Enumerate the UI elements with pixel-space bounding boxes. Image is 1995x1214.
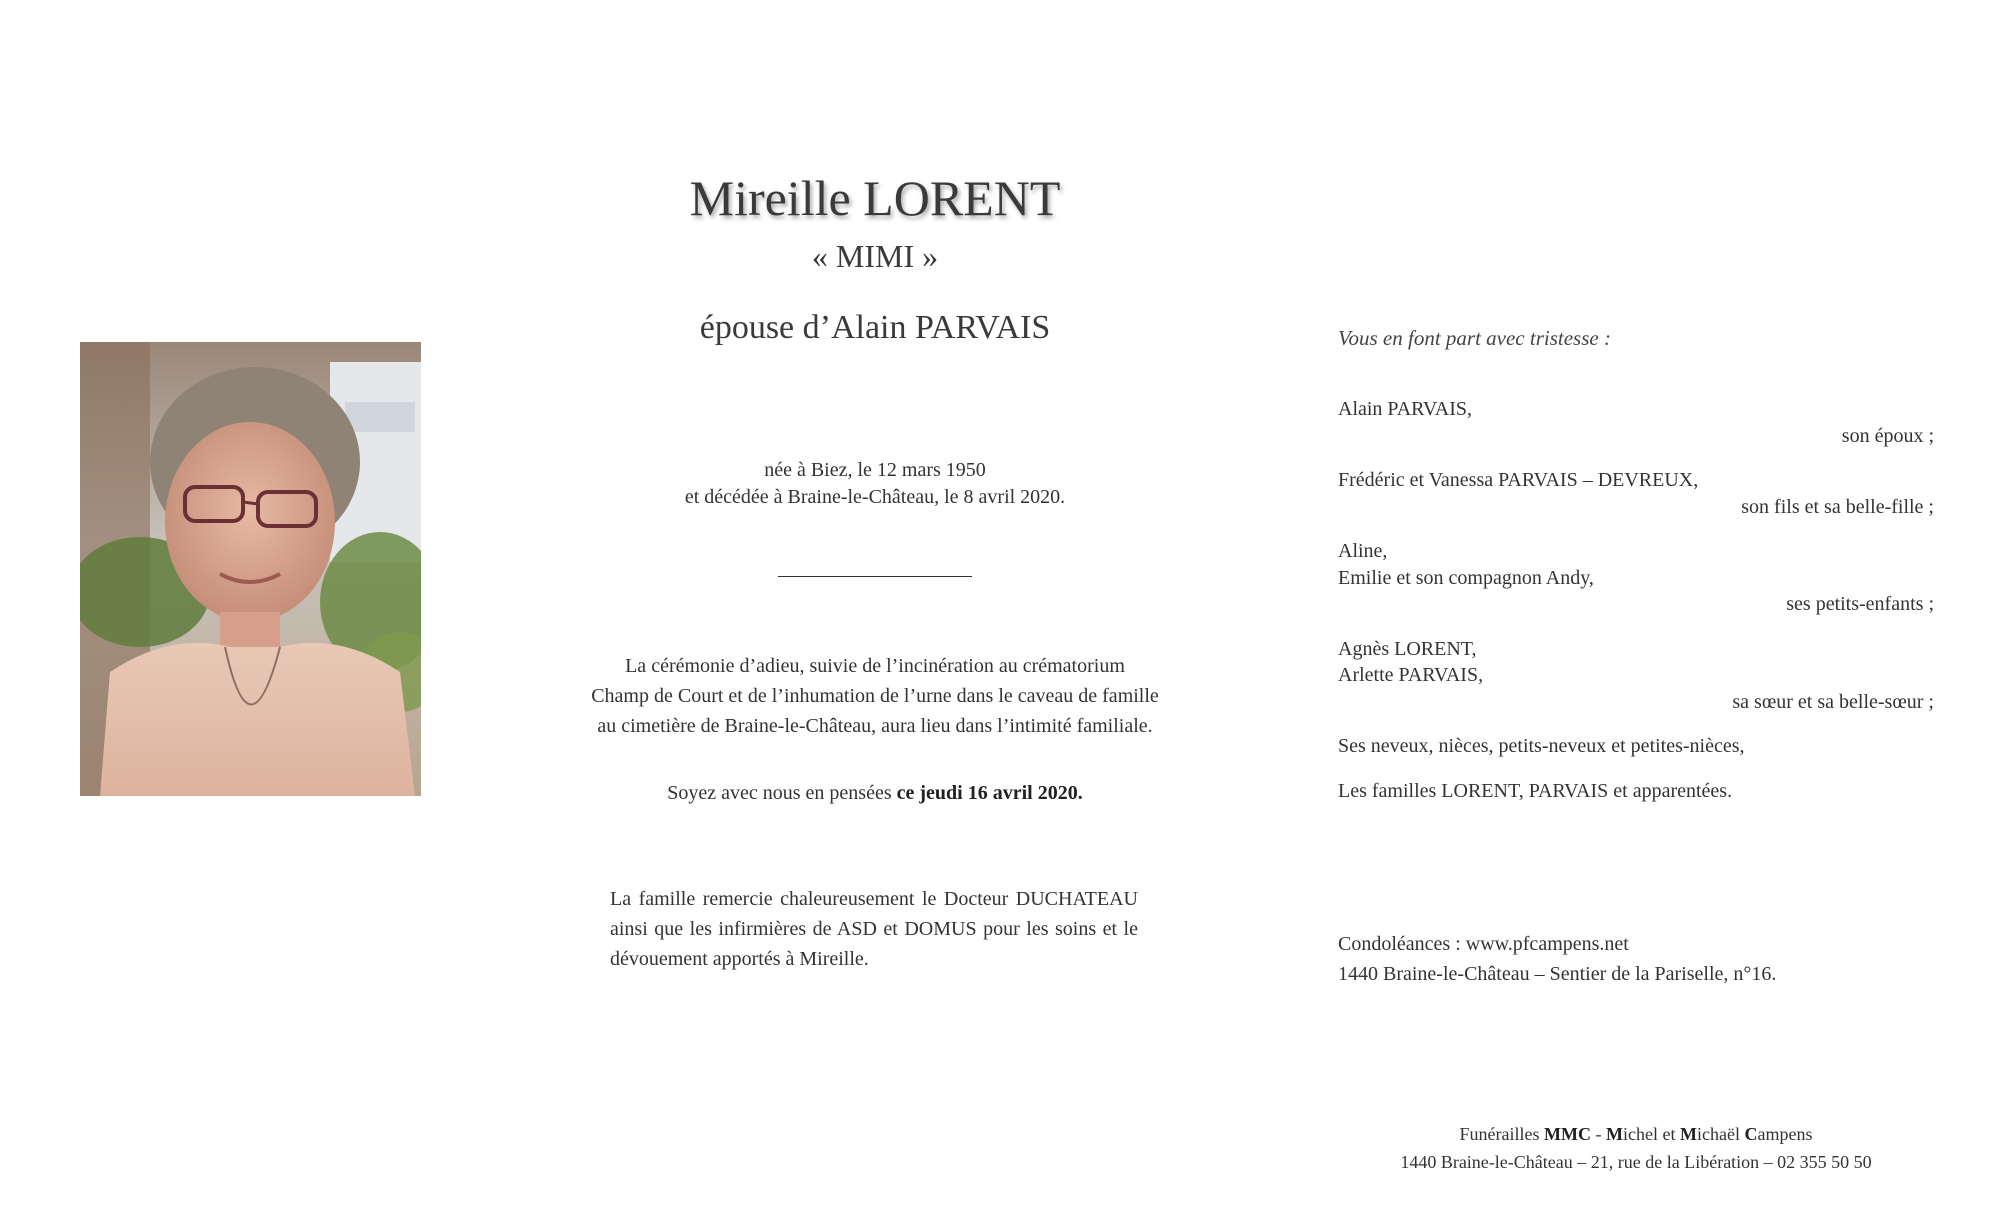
- ceremony-line: La cérémonie d’adieu, suivie de l’incinération au crématorium: [625, 655, 1125, 677]
- family-name: Aline,: [1338, 540, 1388, 562]
- ceremony-line: Champ de Court et de l’inhumation de l’urne dans le caveau de famille: [591, 685, 1159, 707]
- birth-line: née à Biez, le 12 mars 1950: [764, 459, 986, 481]
- family-group: [1338, 396, 1934, 449]
- funeral-initial-c: C: [1744, 1124, 1758, 1144]
- funeral-name-part: ichel et: [1623, 1124, 1680, 1144]
- funeral-initial-m2: M: [1679, 1124, 1697, 1144]
- announcement-intro: Vous en font part avec tristesse :: [1338, 326, 1611, 350]
- funeral-home-name: [1338, 1120, 1934, 1148]
- ceremony-date-bold: ce jeudi 16 avril 2020.: [896, 782, 1083, 804]
- condolences-address: 1440 Braine-le-Château – Sentier de la Pariselle, n°16.: [1338, 963, 1777, 985]
- death-line: et décédée à Braine-le-Château, le 8 avril 2020.: [684, 486, 1066, 508]
- funeral-brand: MMC: [1544, 1124, 1591, 1144]
- funeral-name-part: ichaël: [1696, 1124, 1745, 1144]
- funeral-sep: -: [1591, 1124, 1606, 1144]
- deceased-name: Mireille LORENT: [689, 170, 1061, 226]
- extended-family-line: Ses neveux, nièces, petits-neveux et petites-nièces,: [1338, 735, 1745, 757]
- family-relation: ses petits-enfants ;: [1786, 593, 1934, 615]
- extended-family-line: Les familles LORENT, PARVAIS et apparentées.: [1338, 779, 1733, 802]
- funeral-home-footer: [1338, 1120, 1934, 1176]
- spouse-line: épouse d’Alain PARVAIS: [699, 309, 1051, 346]
- condolences-block: [1338, 929, 1934, 989]
- funeral-home-address: 1440 Braine-le-Château – 21, rue de la Libération – 02 355 50 50: [1400, 1152, 1872, 1172]
- family-group: [1338, 636, 1934, 716]
- ceremony-line: au cimetière de Braine-le-Château, aura lieu dans l’intimité familiale.: [597, 715, 1153, 737]
- ceremony-date: [530, 778, 1220, 808]
- family-relation: son fils et sa belle-fille ;: [1741, 495, 1934, 518]
- deceased-nickname: « MIMI »: [811, 238, 939, 274]
- funeral-initial-m1: M: [1606, 1124, 1623, 1144]
- divider-line: [778, 576, 972, 577]
- family-name: Alain PARVAIS,: [1338, 398, 1472, 420]
- family-name: Agnès LORENT,: [1338, 637, 1477, 660]
- life-dates: [530, 457, 1220, 511]
- thanks-paragraph: La famille remercie chaleureusement le Docteur DUCHATEAU ainsi que les infirmières de ASD et DOMUS pour les soins et le dévouement apportés à Mireille.: [610, 888, 1138, 970]
- family-list: [1338, 396, 1934, 822]
- ceremony-date-prefix: Soyez avec nous en pensées: [667, 782, 897, 804]
- family-relation: son époux ;: [1841, 424, 1934, 447]
- family-name: Emilie et son compagnon Andy,: [1338, 566, 1594, 589]
- condolences-website: Condoléances : www.pfcampens.net: [1338, 933, 1629, 955]
- family-group: [1338, 467, 1934, 520]
- portrait-photo: [80, 342, 421, 796]
- family-name: Arlette PARVAIS,: [1338, 664, 1484, 686]
- ceremony-text: [530, 651, 1220, 741]
- family-name: Frédéric et Vanessa PARVAIS – DEVREUX,: [1338, 469, 1699, 491]
- family-group: [1338, 538, 1934, 618]
- family-relation: sa sœur et sa belle-sœur ;: [1732, 690, 1934, 713]
- funeral-name-part: ampens: [1757, 1124, 1813, 1144]
- funeral-prefix: Funérailles: [1459, 1124, 1545, 1144]
